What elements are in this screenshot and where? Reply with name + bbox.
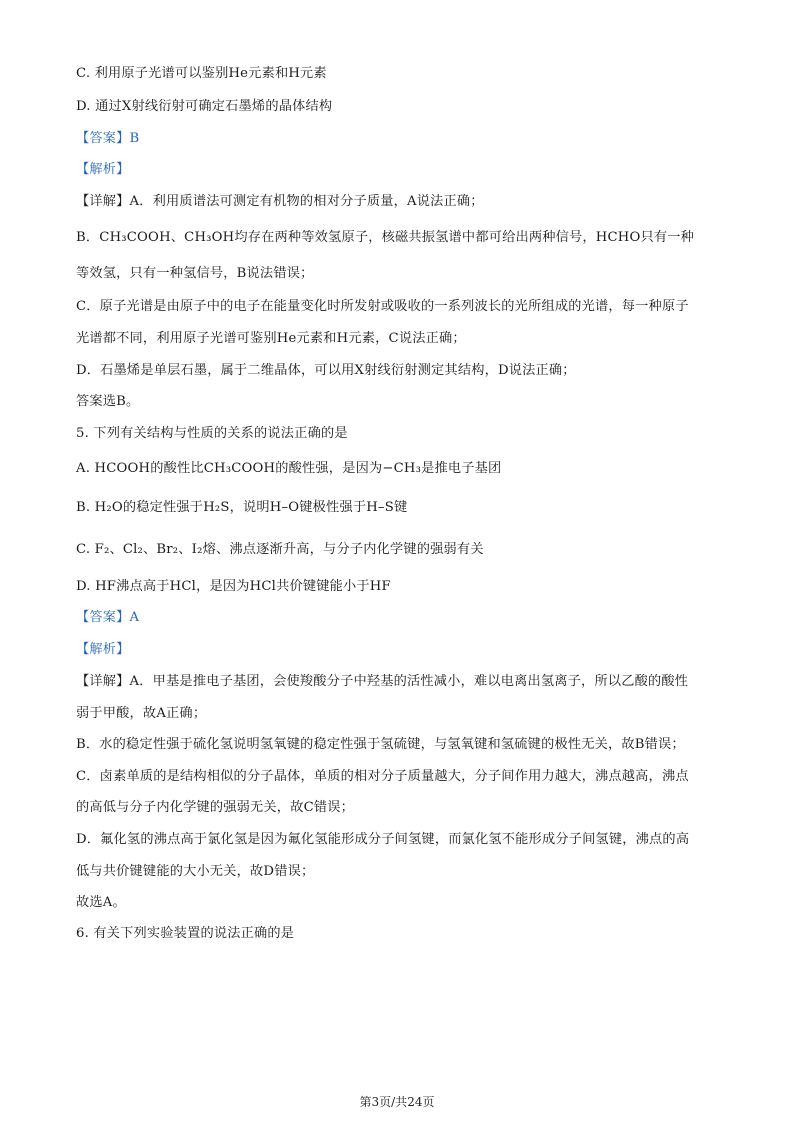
question-5-stem: 5. 下列有关结构与性质的关系的说法正确的是 <box>76 426 348 441</box>
analysis-label: 【解析】 <box>76 162 130 177</box>
detail-c-text: C．原子光谱是由原子中的电子在能量变化时所发射或吸收的一系列波长的光所组成的光谱，每一种原子 <box>76 299 689 314</box>
detail-b-text-cont: 等效氢，只有一种氢信号，B说法错误； <box>76 266 314 281</box>
answer-label-5: 【答案】A <box>76 610 140 625</box>
question-5-option-c: C. F₂、Cl₂、Br₂、I₂熔、沸点逐渐升高，与分子内化学键的强弱有关 <box>76 542 484 557</box>
question-5-option-b: B. H₂O的稳定性强于H₂S，说明H–O键极性强于H–S键 <box>76 500 408 515</box>
detail-5-d-text: D．氟化氢的沸点高于氯化氢是因为氟化氢能形成分子间氢键，而氯化氢不能形成分子间氢键，沸点的高 <box>76 832 690 847</box>
question-5-option-a: A. HCOOH的酸性比CH₃COOH的酸性强，是因为−CH₃是推电子基团 <box>76 461 502 476</box>
question-6-stem: 6. 有关下列实验装置的说法正确的是 <box>76 926 295 941</box>
conclusion-text: 答案选B。 <box>76 394 140 409</box>
detail-b-text: B．CH₃COOH、CH₃OH均存在两种等效氢原子，核磁共振氢谱中都可给出两种信号，HCHO只有一种 <box>76 230 695 245</box>
detail-5-b-text: B．水的稳定性强于硫化氢说明氢氧键的稳定性强于氢硫键，与氢氧键和氢硫键的极性无关，故B错误； <box>76 737 685 752</box>
option-d-text: D. 通过X射线衍射可确定石墨烯的晶体结构 <box>76 99 333 114</box>
conclusion-5-text: 故选A。 <box>76 895 126 910</box>
question-5-option-d: D. HF沸点高于HCl，是因为HCl共价键键能小于HF <box>76 579 391 594</box>
detail-d-text: D．石墨烯是单层石墨，属于二维晶体，可以用X射线衍射测定其结构，D说法正确； <box>76 363 576 378</box>
detail-5-c-text: C．卤素单质的是结构相似的分子晶体，单质的相对分子质量越大，分子间作用力越大，沸点越高，沸点 <box>76 769 689 784</box>
detail-5-a-text-cont: 弱于甲酸，故A正确； <box>76 706 207 721</box>
page-number-footer: 第3页/共24页 <box>359 1095 435 1109</box>
option-c-text: C. 利用原子光谱可以鉴别He元素和H元素 <box>76 66 327 81</box>
analysis-label-5: 【解析】 <box>76 642 130 657</box>
detail-c-text-cont: 光谱都不同，利用原子光谱可鉴别He元素和H元素，C说法正确； <box>76 331 466 346</box>
detail-5-a-text: 【详解】A．甲基是推电子基团，会使羧酸分子中羟基的活性减小，难以电离出氢离子，所以乙酸的酸性 <box>76 674 689 689</box>
detail-5-d-text-cont: 低与共价键键能的大小无关，故D错误； <box>76 864 315 879</box>
detail-5-c-text-cont: 的高低与分子内化学键的强弱无关，故C错误； <box>76 800 355 815</box>
detail-a-text: 【详解】A．利用质谱法可测定有机物的相对分子质量，A说法正确； <box>76 194 484 209</box>
answer-label: 【答案】B <box>76 131 140 146</box>
